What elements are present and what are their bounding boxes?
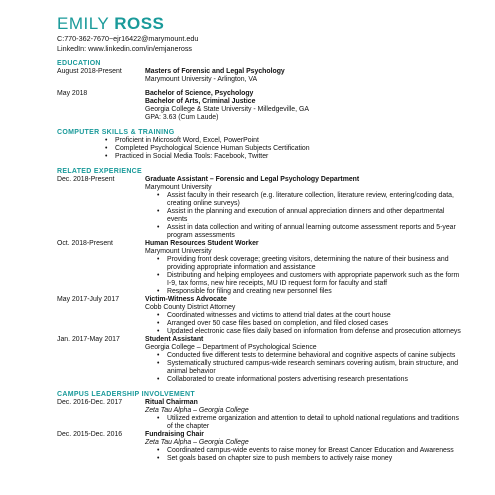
- organization: Georgia College – Department of Psychological Science: [145, 344, 317, 352]
- experience-entry: [57, 176, 465, 240]
- list-item: • Updated electronic case files daily based on information from defense and prosecution attorneys: [167, 328, 465, 336]
- skills-list: [57, 137, 465, 161]
- role: Ritual Chairman: [145, 399, 198, 407]
- first-name: EMILY: [57, 14, 109, 33]
- list-item: • Distributing and helping employees and customers with appropriate paperwork such as the form I-9, tax forms, new hire receipts, MU ID request form for faculty and staff: [167, 272, 465, 288]
- list-item: • Systematically structured campus-wide research seminars covering autism, brain structure, and animal behavior: [167, 360, 465, 376]
- leadership-heading: CAMPUS LEADERSHIP INVOLVEMENT: [57, 391, 195, 399]
- entry-date: Oct. 2018-Present: [57, 240, 113, 248]
- experience-entry: [57, 296, 465, 336]
- list-item: • Conducted five different tests to determine behavioral and cognitive aspects of canine subjects: [167, 352, 465, 360]
- list-item: • Completed Psychological Science Human Subjects Certification: [115, 145, 465, 153]
- organization: Zeta Tau Alpha – Georgia College: [145, 439, 249, 447]
- gpa: GPA: 3.63 (Cum Laude): [145, 114, 219, 122]
- contact-linkedin: LinkedIn: www.linkedin.com/in/emjaneross: [57, 43, 193, 53]
- degree: Bachelor of Arts, Criminal Justice: [145, 98, 256, 106]
- entry-date: Dec. 2016-Dec. 2017: [57, 399, 123, 407]
- organization: Marymount University: [145, 184, 212, 192]
- bullet-list: [145, 352, 465, 384]
- education-heading: EDUCATION: [57, 60, 101, 68]
- bullet-list: [145, 312, 465, 336]
- entry-date: May 2017-July 2017: [57, 296, 120, 304]
- bullet-list: [145, 256, 465, 296]
- list-item: • Arranged over 50 case files based on completion, and filed closed cases: [167, 320, 465, 328]
- entry-body: [145, 68, 465, 84]
- list-item: • Assist in data collection and writing of annual learning outcome assessment reports and 5-year program assessments: [167, 224, 465, 240]
- list-item: • Practiced in Social Media Tools: Facebook, Twitter: [115, 153, 465, 161]
- bullet-list: [145, 415, 465, 431]
- experience-heading: RELATED EXPERIENCE: [57, 168, 143, 176]
- list-item: • Providing front desk coverage; greeting visitors, determining the nature of their business and providing appropriate information and assistance: [167, 256, 465, 272]
- list-item: • Utilized extreme organization and attention to detail to uphold national regulations and traditions of the chapter: [167, 415, 465, 431]
- role: Student Assistant: [145, 336, 204, 344]
- experience-entry: [57, 336, 465, 384]
- list-item: • Responsible for filing and creating new personnel files: [167, 288, 465, 296]
- organization: Marymount University: [145, 248, 212, 256]
- bullet-list: [145, 192, 465, 240]
- entry-date: May 2018: [57, 90, 88, 98]
- organization: Zeta Tau Alpha – Georgia College: [145, 407, 249, 415]
- entry-body: [145, 296, 465, 336]
- list-item: • Assist in the planning and execution of annual appreciation dinners and other departmental events: [167, 208, 465, 224]
- leadership-entry: [57, 431, 465, 463]
- contact-phone-email: C:770-362-7670~ejr16422@marymount.edu: [57, 34, 199, 43]
- school: Georgia College & State University - Milledgeville, GA: [145, 106, 309, 114]
- bullet-list: [145, 447, 465, 463]
- education-entry: [57, 90, 465, 122]
- list-item: • Assist faculty in their research (e.g. literature collection, literature review, entering/coding data, creating online surveys): [167, 192, 465, 208]
- last-name: ROSS: [114, 14, 165, 33]
- education-entry: [57, 68, 465, 84]
- entry-body: [145, 399, 465, 431]
- entry-body: [145, 90, 465, 122]
- entry-date: Jan. 2017-May 2017: [57, 336, 120, 344]
- organization: Cobb County District Attorney: [145, 304, 236, 312]
- list-item: • Set goals based on chapter size to push members to actively raise money: [167, 455, 465, 463]
- candidate-name: [57, 14, 465, 34]
- list-item: • Collaborated to create informational posters advertising research presentations: [167, 376, 465, 384]
- skills-heading: COMPUTER SKILLS & TRAINING: [57, 129, 175, 137]
- role: Victim-Witness Advocate: [145, 296, 227, 304]
- entry-body: [145, 431, 465, 463]
- school: Marymount University - Arlington, VA: [145, 76, 258, 84]
- role: Graduate Assistant – Forensic and Legal Psychology Department: [145, 176, 360, 184]
- role: Human Resources Student Worker: [145, 240, 259, 248]
- entry-date: Dec. 2015-Dec. 2016: [57, 431, 123, 439]
- entry-body: [145, 176, 465, 240]
- entry-date: August 2018-Present: [57, 68, 122, 76]
- entry-body: [145, 240, 465, 296]
- degree: Bachelor of Science, Psychology: [145, 90, 254, 98]
- entry-date: Dec. 2018-Present: [57, 176, 115, 184]
- list-item: • Coordinated campus-wide events to raise money for Breast Cancer Education and Awareness: [167, 447, 465, 455]
- leadership-entry: [57, 399, 465, 431]
- list-item: • Coordinated witnesses and victims to attend trial dates at the court house: [167, 312, 465, 320]
- role: Fundraising Chair: [145, 431, 204, 439]
- list-item: • Proficient in Microsoft Word, Excel, PowerPoint: [115, 137, 465, 145]
- experience-entry: [57, 240, 465, 296]
- degree: Masters of Forensic and Legal Psychology: [145, 68, 285, 76]
- entry-body: [145, 336, 465, 384]
